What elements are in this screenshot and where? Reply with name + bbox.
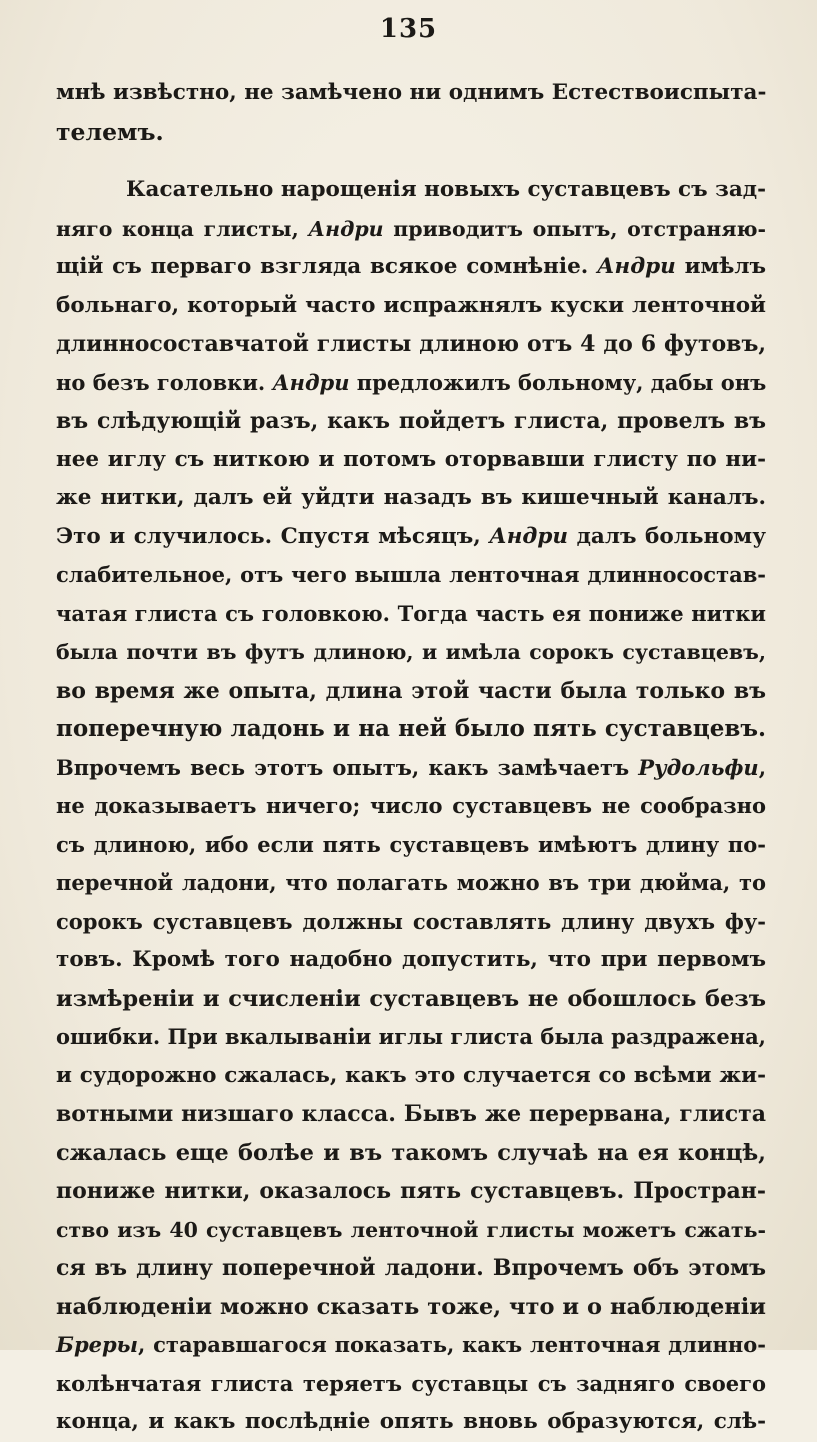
text-line: слабительное, отъ чего вышла ленточная длинносостав- xyxy=(56,562,766,587)
text-line: во время же опыта, длина этой части была только въ xyxy=(56,677,766,704)
author-name: Андри xyxy=(597,254,676,279)
text-line: товъ. Кромѣ того надобно допустить, что при первомъ xyxy=(56,947,766,972)
text-line: больнаго, который часто испражнялъ куски ленточной xyxy=(56,292,766,318)
text-line: чатая глиста съ головкою. Тогда часть ея пониже нитки xyxy=(56,600,766,626)
text-line: Это и случилось. Спустя мѣсяцъ, Андри далъ больному xyxy=(56,523,766,549)
text-line: въ слѣдующій разъ, какъ пойдетъ глиста, провелъ въ xyxy=(56,408,766,434)
author-name: Рудольфи xyxy=(638,754,759,780)
text-line: телемъ. xyxy=(56,117,164,146)
author-name: Бреры xyxy=(56,1332,139,1357)
text-line: мнѣ извѣстно, не замѣчено ни однимъ Естествоиспыта- xyxy=(56,80,767,105)
text-line: измѣреніи и счисленіи суставцевъ не обошлось безъ xyxy=(56,985,766,1012)
text-line: Впрочемъ весь этотъ опытъ, какъ замѣчаетъ Рудольфи, xyxy=(56,754,766,780)
text-line: была почти въ футъ длиною, и имѣла сорокъ суставцевъ, xyxy=(56,640,766,664)
text-line: длинносоставчатой глисты длиною отъ 4 до 6 футовъ, xyxy=(56,331,766,357)
text-line: но безъ головки. Андри предложилъ больному, дабы онъ xyxy=(56,369,767,395)
text-line: ся въ длину поперечной ладони. Впрочемъ объ этомъ xyxy=(56,1255,766,1281)
text-line: сжалась еще болѣе и въ такомъ случаѣ на ея концѣ, xyxy=(56,1139,766,1166)
text-line: Касательно нарощенія новыхъ суставцевъ съ зад- xyxy=(126,177,767,202)
text-line: нее иглу съ ниткою и потомъ оторвавши глисту по ни- xyxy=(56,446,766,472)
paragraph-continuation xyxy=(56,74,766,151)
text-line: не доказываетъ ничего; число суставцевъ не сообразно xyxy=(56,793,766,818)
text-line: ство изъ 40 суставцевъ ленточной глисты можетъ сжать- xyxy=(56,1217,766,1242)
text-line: и судорожно сжалась, какъ это случается со всѣми жи- xyxy=(56,1062,766,1088)
text-line: вотными низшаго класса. Бывъ же перервана, глиста xyxy=(56,1101,766,1127)
page-number: 135 xyxy=(379,14,438,44)
text-line: же нитки, далъ ей уйдти назадъ въ кишечный каналъ. xyxy=(56,485,766,510)
text-line: щій съ перваго взгляда всякое сомнѣніе. Андри имѣлъ xyxy=(56,254,766,279)
text-line: сорокъ суставцевъ должны составлять длину двухъ фу- xyxy=(56,908,766,934)
text-line: ошибки. При вкалываніи иглы глиста была раздражена, xyxy=(56,1024,766,1049)
author-name: Андри xyxy=(308,216,384,241)
text-line: перечной ладони, что полагать можно въ три дюйма, то xyxy=(56,870,766,895)
text-line: конца, и какъ послѣдніе опять вновь образуются, слѣ- xyxy=(56,1409,766,1434)
text-line: пониже нитки, оказалось пять суставцевъ. Простран- xyxy=(56,1178,766,1204)
author-name: Андри xyxy=(272,369,350,395)
text-line: съ длиною, ибо если пять суставцевъ имѣютъ длину по- xyxy=(56,831,766,857)
text-line: поперечную ладонь и на ней было пять суставцевъ. xyxy=(56,715,766,742)
text-line: колѣнчатая глиста теряетъ суставцы съ задняго своего xyxy=(56,1370,766,1396)
text-line: няго конца глисты, Андри приводитъ опытъ, отстраняю- xyxy=(56,216,766,241)
text-line: Бреры, старавшагося показать, какъ ленточная длинно- xyxy=(56,1332,766,1357)
author-name: Андри xyxy=(489,523,569,549)
paragraph-main xyxy=(56,171,766,1442)
text-line: наблюденіи можно сказать тоже, что и о наблюденіи xyxy=(56,1293,766,1320)
